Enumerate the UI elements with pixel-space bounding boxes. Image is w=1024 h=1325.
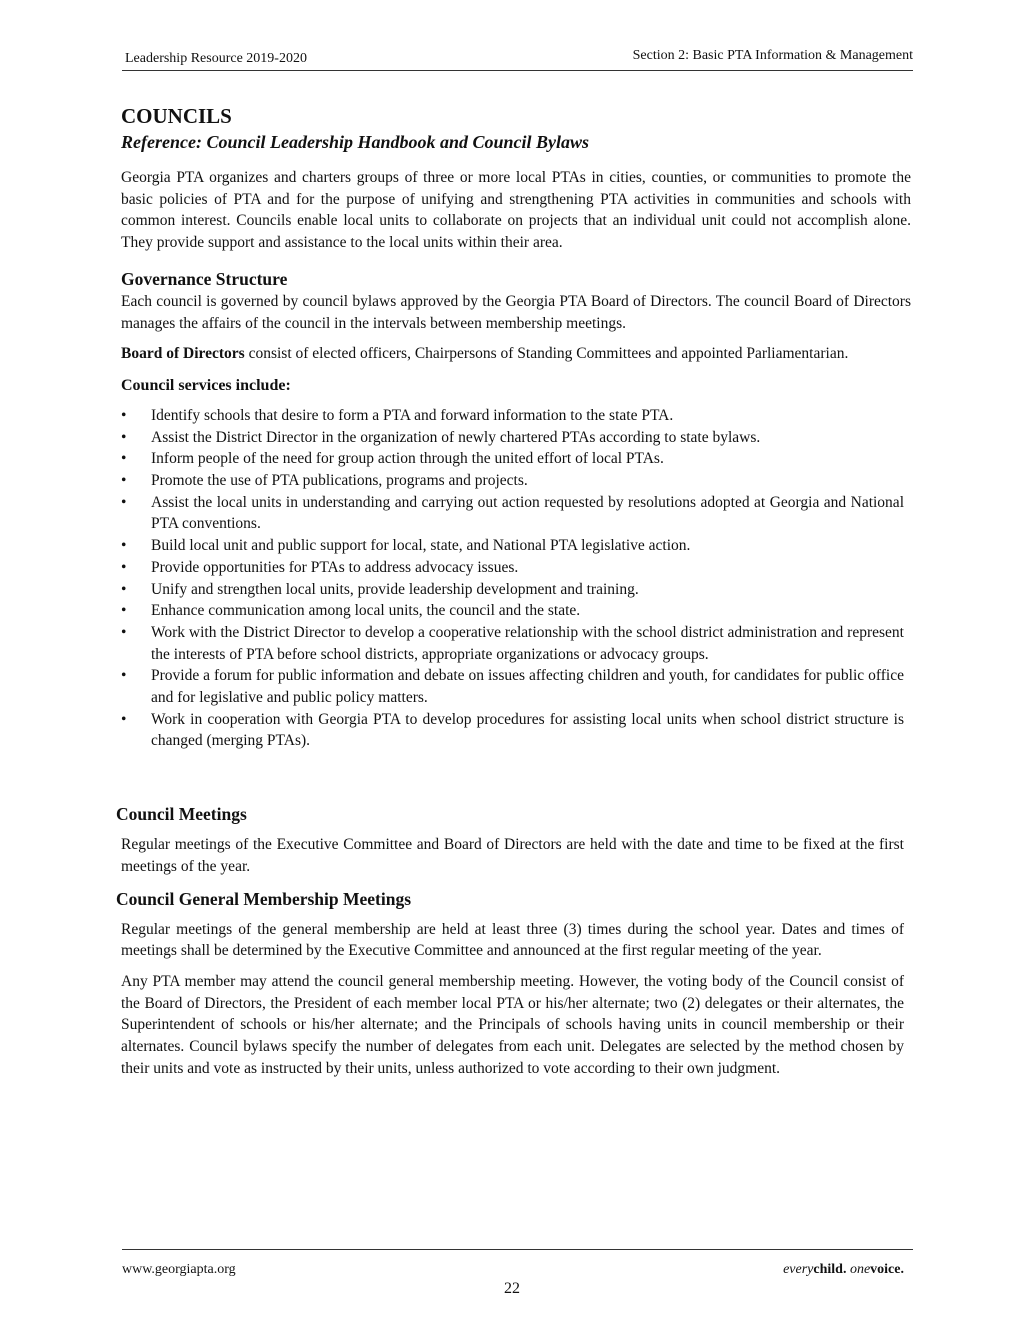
bullet-icon: • (121, 667, 127, 685)
list-item: • Identify schools that desire to form a PTA and forward information to the state PTA. (121, 405, 904, 427)
intro-paragraph: Georgia PTA organizes and charters groups of three or more local PTAs in cities, counties, or communities to promote the basic policies of PTA and for the purpose of unifying and strengthening PTA activities in communities and schools with common interest. Councils enable local units to collaborate on projects that an individual unit could not accomplish alone. They provide support and assistance to the local units within their area. (121, 169, 911, 252)
footer-website: www.georgiapta.org (122, 1262, 236, 1277)
governance-heading: Governance Structure (121, 268, 288, 289)
reference-line: Reference: Council Leadership Handbook and Council Bylaws (121, 132, 590, 152)
page-number: 22 (504, 1280, 520, 1297)
list-item: • Build local unit and public support for local, state, and National PTA legislative action. (121, 535, 904, 557)
header-divider (122, 70, 913, 71)
board-paragraph (121, 343, 911, 365)
page-content (116, 104, 911, 1080)
council-meetings-paragraph: Regular meetings of the Executive Committee and Board of Directors are held with the date and time to be fixed at the first meetings of the year. (121, 836, 904, 875)
board-label: Board of Directors (121, 345, 245, 363)
list-item: • Assist the local units in understanding and carrying out action requested by resolutions adopted at Georgia and National PTA conventions. (121, 493, 904, 533)
list-item: • Enhance communication among local units, the council and the state. (121, 600, 904, 622)
page-title: COUNCILS (121, 104, 232, 128)
list-item: • Unify and strengthen local units, provide leadership development and training. (121, 579, 904, 601)
general-meetings-heading: Council General Membership Meetings (116, 888, 412, 909)
list-item: • Work with the District Director to develop a cooperative relationship with the school district administration and represent the interests of PTA before school districts, appropriate organizations or advocacy groups. (121, 623, 904, 663)
header-left-text: Leadership Resource 2019-2020 (125, 51, 307, 66)
footer-slogan: everychild. onevoice. (783, 1262, 904, 1277)
bullet-icon: • (121, 428, 127, 446)
council-meetings-heading: Council Meetings (116, 804, 247, 825)
list-item: • Inform people of the need for group action through the united effort of local PTAs. (121, 448, 904, 470)
header-right-text: Section 2: Basic PTA Information & Management (632, 48, 913, 63)
bullet-icon: • (121, 602, 127, 620)
footer-divider (122, 1249, 913, 1250)
list-item: • Assist the District Director in the organization of newly chartered PTAs according to state bylaws. (121, 427, 904, 449)
bullet-icon: • (121, 493, 127, 511)
bullet-icon: • (121, 406, 127, 424)
bullet-icon: • (121, 472, 127, 490)
bullet-icon: • (121, 710, 127, 728)
list-item: • Provide opportunities for PTAs to address advocacy issues. (121, 557, 904, 579)
governance-paragraph: Each council is governed by council bylaws approved by the Georgia PTA Board of Directors. The council Board of Directors manages the affairs of the council in the intervals between membership meetings. (121, 292, 911, 332)
services-heading: Council services include: (121, 376, 291, 394)
list-item: • Provide a forum for public information and debate on issues affecting children and youth, for candidates for public office and for legislative and public policy matters. (121, 667, 904, 707)
list-item: • Promote the use of PTA publications, programs and projects. (121, 470, 904, 492)
bullet-icon: • (121, 558, 127, 576)
general-meetings-paragraph-1: Regular meetings of the general membership are held at least three (3) times during the school year. Dates and times of meetings shall be determined by the Executive Committee and announced at the first regular meeting of the year. (121, 920, 904, 960)
bullet-icon: • (121, 537, 127, 555)
bullet-icon: • (121, 580, 127, 598)
services-list (121, 405, 911, 752)
bullet-icon: • (121, 623, 127, 641)
board-text: consist of elected officers, Chairpersons of Standing Committees and appointed Parliamentarian. (244, 345, 849, 363)
general-meetings-paragraph-2: Any PTA member may attend the council general membership meeting. However, the voting body of the Council consist of the Board of Directors, the President of each member local PTA or his/her alternate; two (2) delegates or their alternates, the Superintendent of schools or his/her alternate; and the Principals of schools having units in council membership or their alternates. Council bylaws specify the number of delegates from each unit. Delegates are selected by the method chosen by their units and vote as instructed by their units, unless authorized to vote according to their own judgment. (121, 972, 904, 1077)
bullet-icon: • (121, 450, 127, 468)
list-item: • Work in cooperation with Georgia PTA to develop procedures for assisting local units when school district structure is changed (merging PTAs). (121, 710, 904, 750)
